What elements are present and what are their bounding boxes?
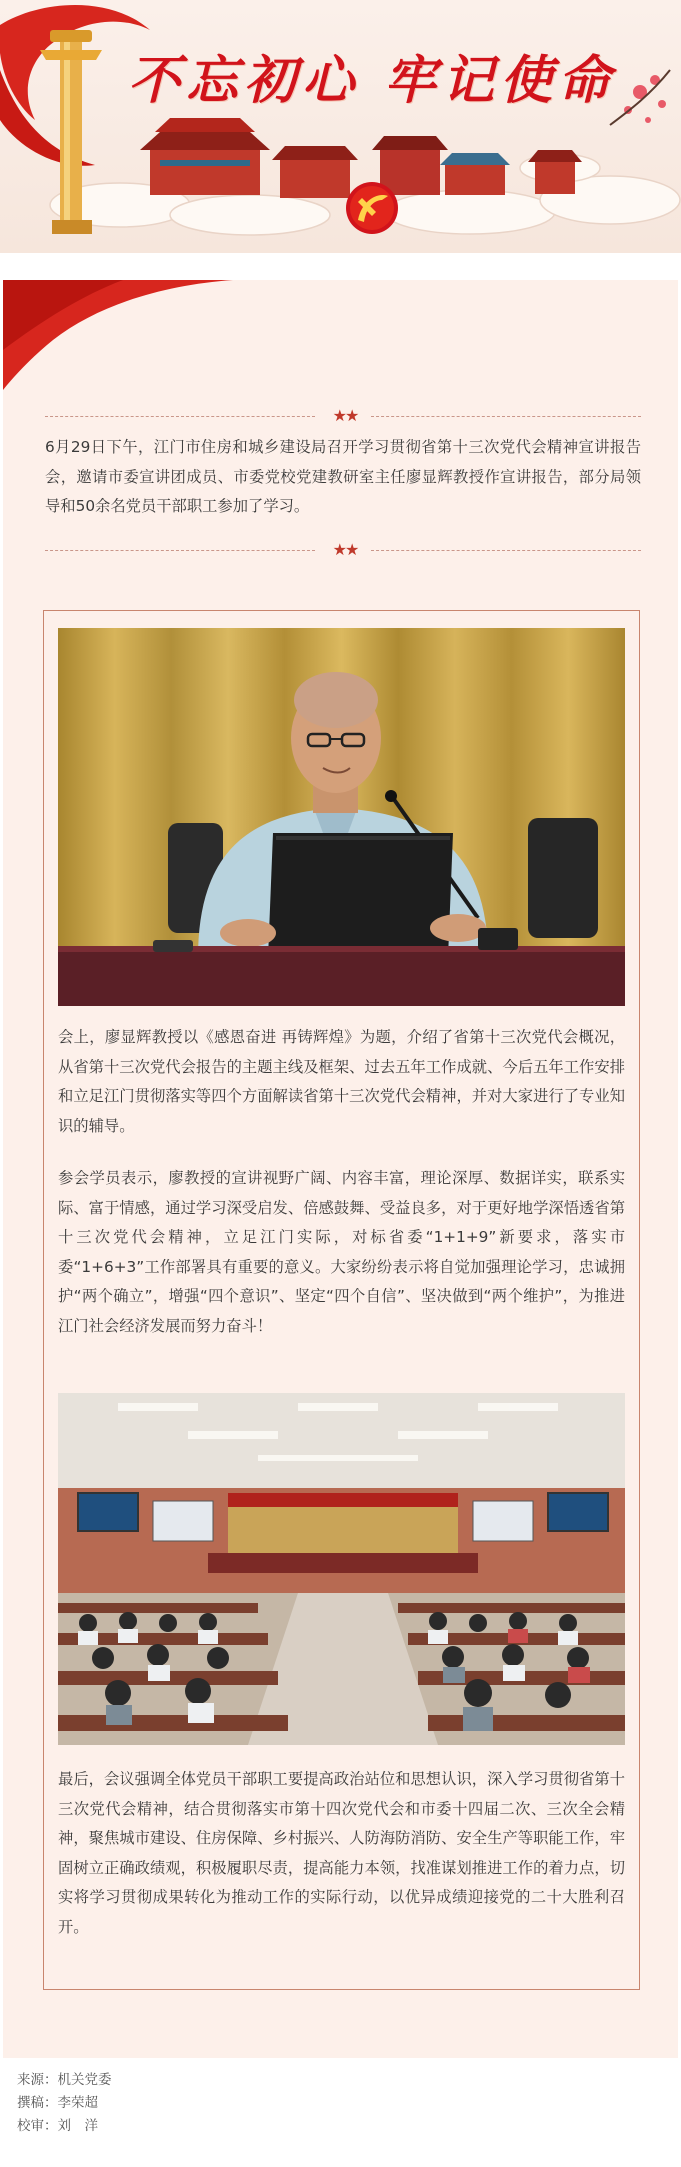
- author-credit: 撰稿：李荣超: [17, 2095, 98, 2111]
- paragraph-conclusion: 最后，会议强调全体党员干部职工要提高政治站位和思想认识，深入学习贯彻省第十三次党代会精神，结合贯彻落实市第十四次党代会和市委十四届二次、三次全会精神，聚焦城市建设、住房保障、乡村振兴、人防海防消防、安全生产等职能工作，牢固树立正确政绩观，积极履职尽责，提高能力本领，找准谋划推进工作的着力点，切实将学习贯彻成果转化为推动工作的实际行动，以优异成绩迎接党的二十大胜利召开。: [58, 1770, 625, 1936]
- bottom-divider: [45, 540, 641, 559]
- banner-title: 不忘初心 牢记使命: [128, 50, 617, 111]
- red-ribbon-corner: [3, 280, 243, 390]
- article-card: [3, 280, 678, 2058]
- speaker-photo: [58, 628, 625, 1006]
- intro-paragraph: 6月29日下午，江门市住房和城乡建设局召开学习贯彻省第十三次党代会精神宣讲报告会，邀请市委宣讲团成员、市委党校党建教研室主任廖显辉教授作宣讲报告，部分局领导和50余名党员干部职工参加了学习。: [45, 438, 641, 515]
- proofreader-credit: 校审：刘 洋: [17, 2118, 98, 2134]
- article-footer: [17, 2069, 112, 2138]
- paragraph-feedback: 参会学员表示，廖教授的宣讲视野广阔、内容丰富，理论深厚、数据详实，联系实际、富于情感，通过学习深受启发、倍感鼓舞、受益良多，对于更好地学深悟透省第十三次党代会精神，立足江门实际，对标省委“1+1+9”新要求，落实市委“1+6+3”工作部署具有重要的意义。大家纷纷表示将自觉加强理论学习，忠诚拥护“两个确立”，增强“四个意识”、坚定“四个自信”、坚决做到“两个维护”，为推进江门社会经济发展而努力奋斗！: [58, 1169, 625, 1335]
- paragraph-lecture: 会上，廖显辉教授以《感恩奋进 再铸辉煌》为题，介绍了省第十三次党代会概况，从省第十三次党代会报告的主题主线及框架、过去五年工作成就、今后五年工作安排和立足江门贯彻落实等四个方面解读省第十三次党代会精神，并对大家进行了专业知识的辅导。: [58, 1028, 625, 1135]
- star-icon: ★★: [332, 406, 358, 425]
- star-icon: ★★: [332, 540, 358, 559]
- top-divider: [45, 406, 641, 425]
- audience-photo: [58, 1393, 625, 1745]
- header-banner: [0, 0, 681, 253]
- source-credit: 来源：机关党委: [17, 2072, 112, 2088]
